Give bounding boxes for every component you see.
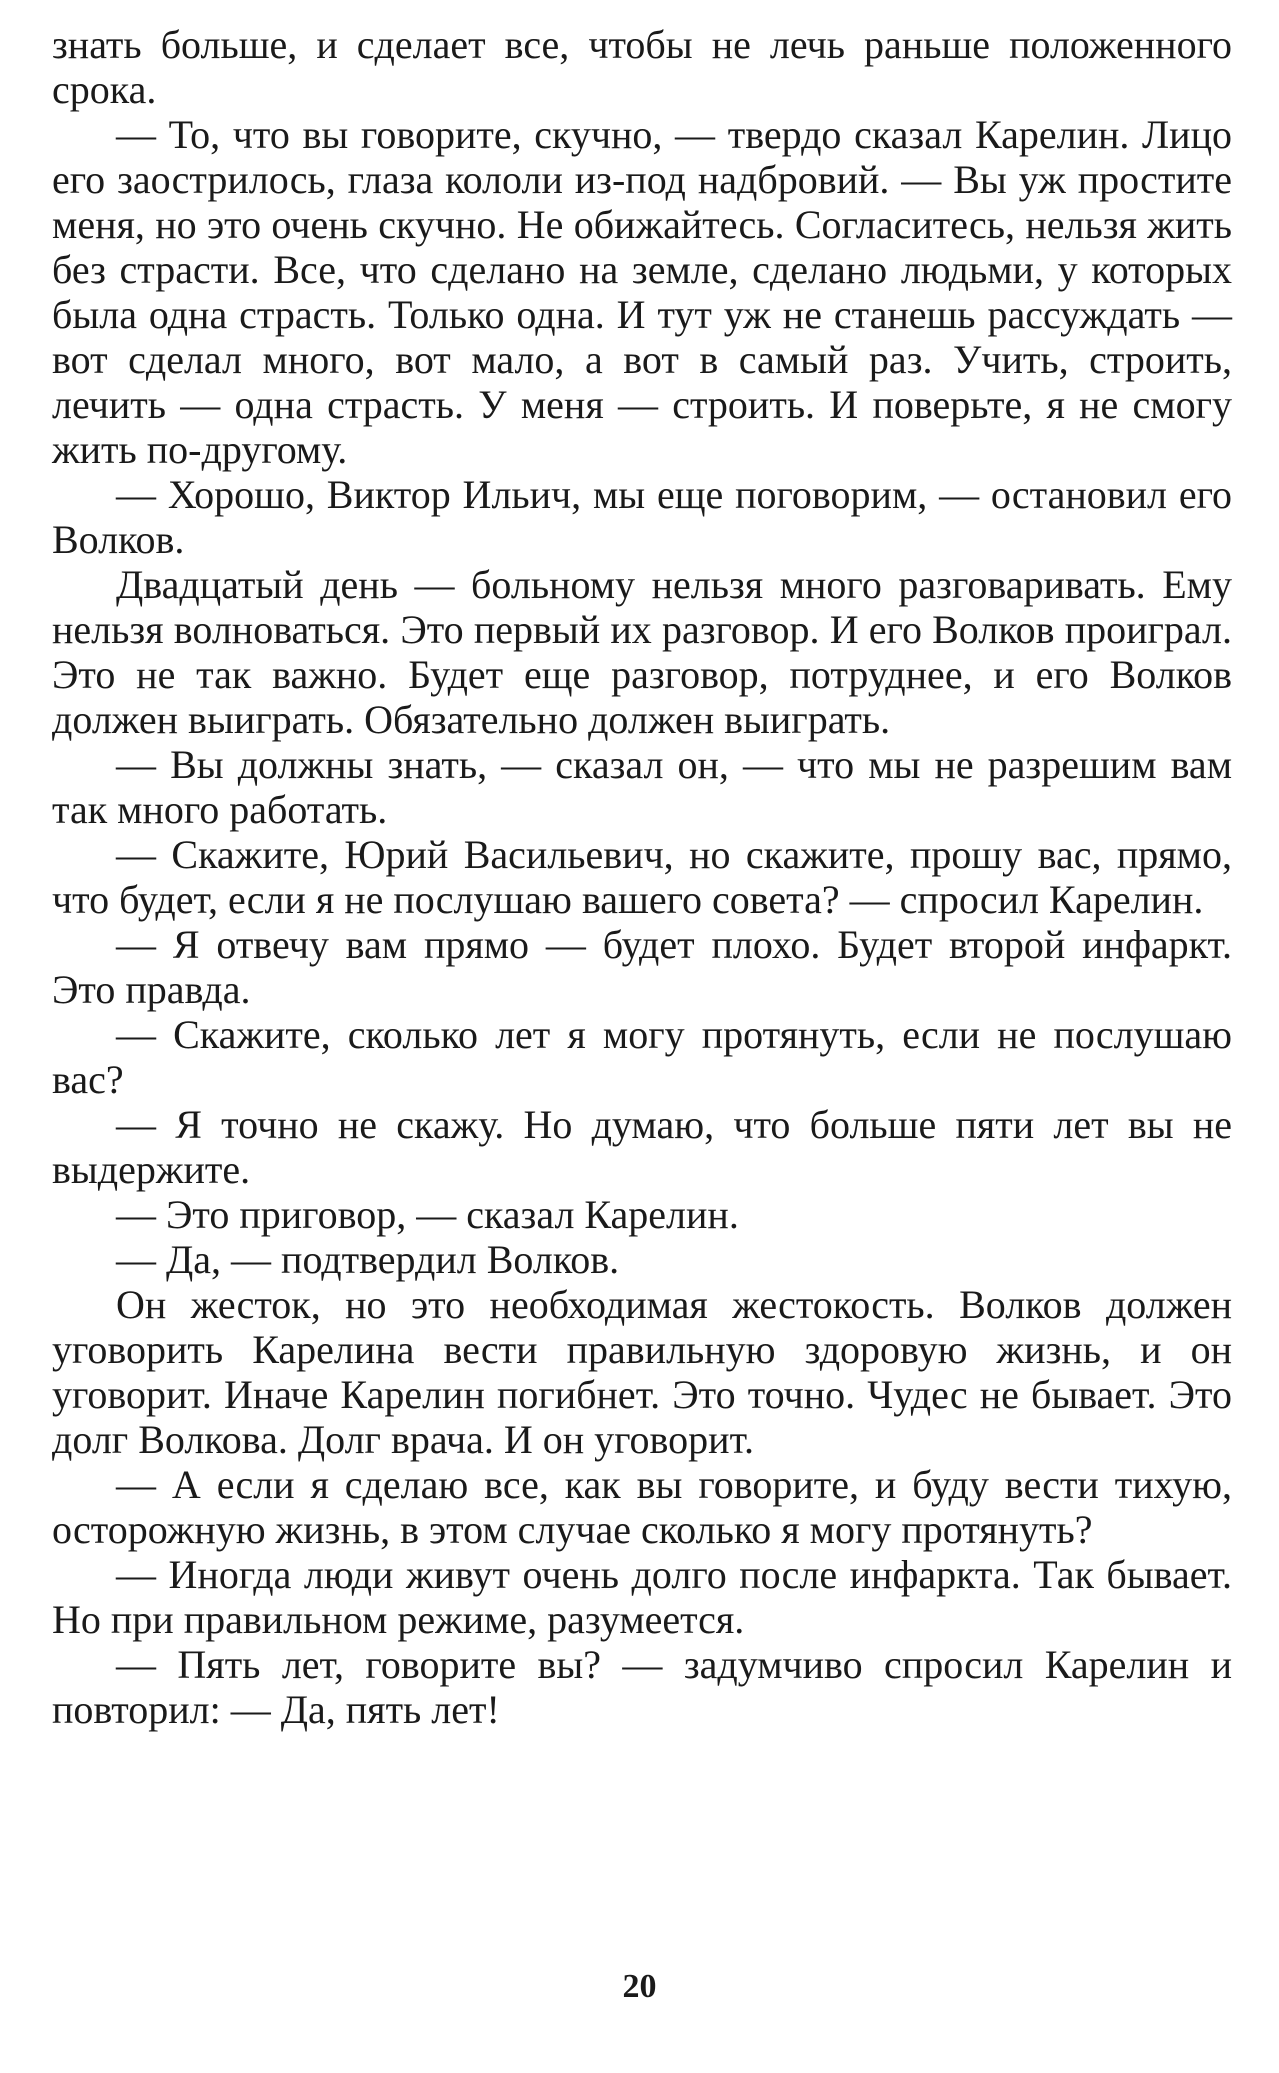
paragraph: — Я отвечу вам прямо — будет плохо. Будет второй инфаркт. Это правда. (52, 922, 1232, 1012)
paragraph: — Это приговор, — сказал Карелин. (116, 1192, 739, 1237)
paragraph: — А если я сделаю все, как вы говорите, и буду вести тихую, осторожную жизнь, в этом случае сколько я могу протянуть? (52, 1462, 1232, 1552)
paragraph: Двадцатый день — больному нельзя много разговаривать. Ему нельзя волноваться. Это первый их разговор. И его Волков проиграл. Это не так важно. Будет еще разговор, потруднее, и его Волков должен выиграть. Обязательно должен выиграть. (52, 562, 1232, 742)
paragraph: — Пять лет, говорите вы? — задумчиво спросил Карелин и повторил: — Да, пять лет! (52, 1642, 1232, 1732)
paragraph: знать больше, и сделает все, чтобы не лечь раньше положенного срока. (52, 22, 1232, 112)
page-number: 20 (622, 1968, 657, 2005)
paragraph: — Иногда люди живут очень долго после инфаркта. Так бывает. Но при правильном режиме, разумеется. (52, 1552, 1232, 1642)
paragraph: Он жесток, но это необходимая жестокость. Волков должен уговорить Карелина вести правильную здоровую жизнь, и он уговорит. Иначе Карелин погибнет. Это точно. Чудес не бывает. Это долг Волкова. Долг врача. И он уговорит. (52, 1282, 1232, 1462)
paragraph: — Да, — подтвердил Волков. (116, 1237, 620, 1282)
paragraph: — Хорошо, Виктор Ильич, мы еще поговорим, — остановил его Волков. (52, 472, 1232, 562)
paragraph: — То, что вы говорите, скучно, — твердо сказал Карелин. Лицо его заострилось, глаза кололи из-под надбровий. — Вы уж простите меня, но это очень скучно. Не обижайтесь. Согласитесь, нельзя жить без страсти. Все, что сделано на земле, сделано людьми, у которых была одна страсть. Только одна. И тут уж не станешь рассуждать — вот сделал много, вот мало, а вот в самый раз. Учить, строить, лечить — одна страсть. У меня — строить. И поверьте, я не смогу жить по-другому. (52, 112, 1232, 472)
book-page (52, 22, 1232, 1732)
paragraph: — Скажите, Юрий Васильевич, но скажите, прошу вас, прямо, что будет, если я не послушаю вашего совета? — спросил Карелин. (52, 832, 1232, 922)
paragraph: — Я точно не скажу. Но думаю, что больше пяти лет вы не выдержите. (52, 1102, 1232, 1192)
paragraph: — Вы должны знать, — сказал он, — что мы не разрешим вам так много работать. (52, 742, 1232, 832)
paragraph: — Скажите, сколько лет я могу протянуть, если не послушаю вас? (52, 1012, 1232, 1102)
